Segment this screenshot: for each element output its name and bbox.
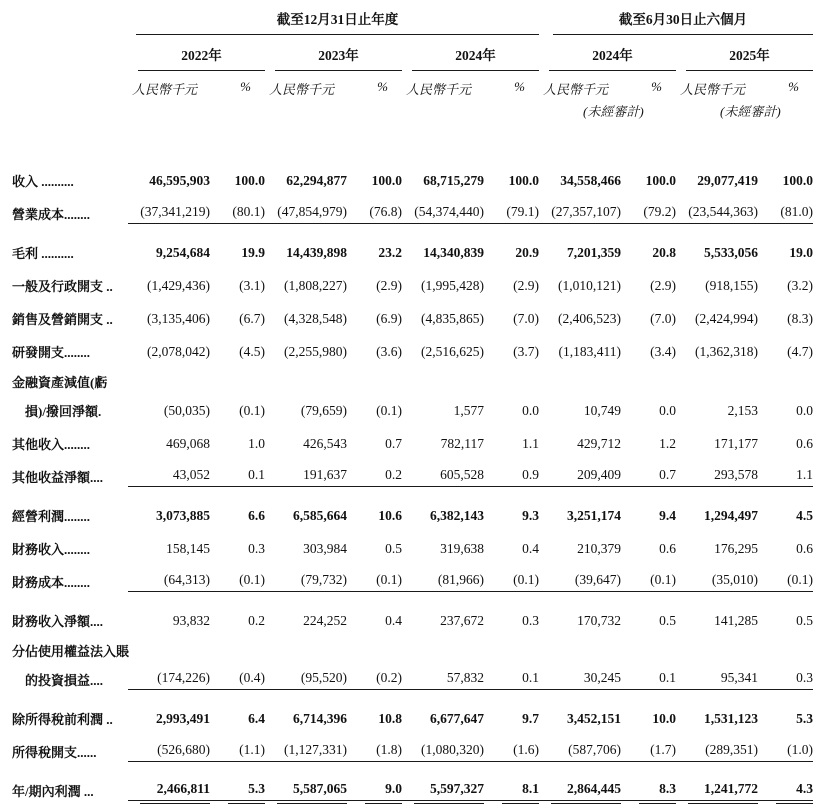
cell-percent: (0.1)	[347, 572, 402, 592]
header-group-interim	[539, 8, 813, 35]
cell-value: 210,379	[577, 540, 621, 556]
cell-value: 93,832	[172, 612, 210, 628]
header-year-2024-interim: 2024年	[539, 44, 676, 71]
cell-value: (35,010)	[676, 572, 758, 592]
row-label: 其他收入........	[12, 437, 91, 452]
table-row	[12, 335, 813, 368]
cell-percent: 0.6	[796, 540, 813, 556]
row-label: 其他收益淨額....	[12, 470, 104, 485]
cell-percent: 0.9	[484, 467, 539, 487]
cell-percent: 9.7	[522, 710, 539, 726]
row-label: 一般及行政開支 ..	[12, 279, 113, 294]
cell-percent: (3.1)	[239, 277, 265, 293]
cell-percent: 0.4	[385, 612, 402, 628]
cell-value: 319,638	[440, 540, 484, 556]
table-row	[12, 427, 813, 460]
cell-value: (37,341,219)	[128, 204, 210, 224]
cell-percent: (2.9)	[376, 277, 402, 293]
cell-value: 34,558,466	[560, 172, 621, 188]
table-row	[12, 604, 813, 637]
cell-value: (2,406,523)	[558, 310, 621, 326]
cell-value: (289,351)	[676, 742, 758, 762]
cell-value: (39,647)	[539, 572, 621, 592]
percent-label: %	[377, 79, 388, 94]
cell-value: 2,153	[727, 402, 758, 418]
cell-value: 62,294,877	[286, 172, 347, 188]
cell-percent: 10.6	[378, 507, 402, 523]
cell-value: 7,201,359	[567, 244, 621, 260]
cell-value: 605,528	[402, 467, 484, 487]
cell-value: 141,285	[714, 612, 758, 628]
cell-percent: 10.8	[378, 710, 402, 726]
cell-value: (27,357,107)	[539, 204, 621, 224]
cell-percent: 1.0	[248, 435, 265, 451]
table-header-years	[12, 44, 813, 71]
cell-percent: 0.1	[621, 670, 676, 690]
cell-value: 293,578	[676, 467, 758, 487]
cell-percent: (1.8)	[347, 742, 402, 762]
cell-value: 191,637	[265, 467, 347, 487]
header-spacer	[12, 101, 128, 120]
table-row	[12, 499, 813, 532]
cell-value: (1,808,227)	[284, 277, 347, 293]
cell-percent: (0.1)	[484, 572, 539, 592]
cell-value: 3,251,174	[567, 507, 621, 523]
cell-value: (526,680)	[128, 742, 210, 762]
header-group-annual	[128, 8, 539, 35]
cell-percent: 0.6	[659, 540, 676, 556]
cell-value: 6,714,396	[293, 710, 347, 726]
row-label: 金融資產減值(虧	[12, 374, 108, 390]
cell-percent: 0.1	[484, 670, 539, 690]
header-spacer	[12, 79, 128, 98]
cell-percent: 0.2	[347, 467, 402, 487]
cell-percent: (7.0)	[650, 310, 676, 326]
cell-value: 171,177	[714, 435, 758, 451]
cell-value: (2,424,994)	[695, 310, 758, 326]
cell-percent: 20.9	[515, 244, 539, 260]
cell-percent: (3.7)	[513, 343, 539, 359]
unit-label: 人民幣千元	[132, 82, 198, 97]
cell-value: 1,294,497	[704, 507, 758, 523]
cell-percent: (80.1)	[210, 204, 265, 224]
cell-percent: (2.9)	[650, 277, 676, 293]
percent-label: %	[240, 79, 251, 94]
table-row	[12, 394, 813, 427]
cell-value: 5,587,065	[265, 781, 347, 801]
cell-value: 3,073,885	[156, 507, 210, 523]
cell-value: 14,439,898	[286, 244, 347, 260]
unaudited-spacer	[402, 101, 539, 120]
row-label: 分佔使用權益法入賬	[12, 643, 130, 659]
cell-value: 469,068	[166, 435, 210, 451]
table-row	[12, 702, 813, 735]
cell-percent: 6.6	[248, 507, 265, 523]
row-label: 經營利潤........	[12, 509, 91, 524]
header-spacer	[12, 44, 128, 71]
cell-value: 782,117	[440, 435, 484, 451]
cell-value: (4,328,548)	[284, 310, 347, 326]
cell-percent: (6.9)	[376, 310, 402, 326]
cell-value: (23,544,363)	[676, 204, 758, 224]
cell-percent: 0.7	[385, 435, 402, 451]
cell-percent: 10.0	[652, 710, 676, 726]
cell-percent: 0.3	[248, 540, 265, 556]
cell-value: (2,255,980)	[284, 343, 347, 359]
row-label: 研發開支........	[12, 345, 91, 360]
cell-value: 29,077,419	[697, 172, 758, 188]
cell-value: 2,864,445	[539, 781, 621, 801]
unaudited-spacer	[128, 101, 265, 120]
cell-value: 57,832	[402, 670, 484, 690]
header-spacer	[12, 8, 128, 35]
cell-value: 429,712	[577, 435, 621, 451]
cell-percent: (1.0)	[758, 742, 813, 762]
cell-percent: (0.1)	[239, 402, 265, 418]
cell-value: (64,313)	[128, 572, 210, 592]
cell-value: 1,531,123	[704, 710, 758, 726]
cell-value: 209,409	[539, 467, 621, 487]
cell-value: 68,715,279	[423, 172, 484, 188]
unit-label: 人民幣千元	[680, 82, 746, 97]
cell-value: 3,452,151	[567, 710, 621, 726]
cell-percent: 0.1	[210, 467, 265, 487]
cell-percent: 0.6	[796, 435, 813, 451]
cell-percent: 0.7	[621, 467, 676, 487]
cell-percent: (3.2)	[787, 277, 813, 293]
cell-value: (3,135,406)	[147, 310, 210, 326]
header-year-2024: 2024年	[402, 44, 539, 71]
cell-value: 10,749	[583, 402, 621, 418]
cell-percent: 20.8	[652, 244, 676, 260]
cell-percent: (79.1)	[484, 204, 539, 224]
cell-percent: 1.2	[659, 435, 676, 451]
cell-value: 237,672	[440, 612, 484, 628]
cell-percent: (2.9)	[513, 277, 539, 293]
cell-value: (587,706)	[539, 742, 621, 762]
cell-value: (1,183,411)	[558, 343, 621, 359]
cell-percent: (8.3)	[787, 310, 813, 326]
cell-percent: (81.0)	[758, 204, 813, 224]
cell-percent: 100.0	[508, 172, 539, 188]
header-year-2025-interim: 2025年	[676, 44, 813, 71]
row-label: 損)/撥回淨額.	[25, 404, 102, 419]
cell-percent: 0.4	[522, 540, 539, 556]
table-row	[12, 774, 813, 807]
cell-percent: 6.4	[248, 710, 265, 726]
cell-percent: (7.0)	[513, 310, 539, 326]
cell-percent: (3.4)	[650, 343, 676, 359]
cell-percent: (0.1)	[621, 572, 676, 592]
cell-percent: (0.1)	[758, 572, 813, 592]
cell-percent: (4.7)	[787, 343, 813, 359]
table-row	[12, 302, 813, 335]
cell-value: (1,127,331)	[265, 742, 347, 762]
cell-value: (79,732)	[265, 572, 347, 592]
cell-percent: 100.0	[371, 172, 402, 188]
table-row	[12, 663, 813, 696]
cell-percent: 0.0	[796, 402, 813, 418]
percent-label: %	[514, 79, 525, 94]
cell-percent: 8.3	[621, 781, 676, 801]
cell-percent: (0.1)	[376, 402, 402, 418]
row-label: 除所得稅前利潤 ..	[12, 712, 113, 727]
cell-percent: 19.9	[241, 244, 265, 260]
unaudited-note: (未經審計)	[583, 104, 644, 119]
row-label: 財務收入淨額....	[12, 614, 104, 629]
cell-value: (47,854,979)	[265, 204, 347, 224]
cell-value: 9,254,684	[156, 244, 210, 260]
cell-percent: (0.4)	[210, 670, 265, 690]
cell-percent: 5.3	[210, 781, 265, 801]
row-label: 所得稅開支......	[12, 745, 97, 760]
cell-value: (2,516,625)	[421, 343, 484, 359]
cell-value: (4,835,865)	[421, 310, 484, 326]
row-label: 的投資損益....	[25, 673, 104, 688]
cell-percent: (3.6)	[376, 343, 402, 359]
cell-value: (54,374,440)	[402, 204, 484, 224]
cell-value: 176,295	[714, 540, 758, 556]
header-group-interim-label: 截至6月30日止六個月	[553, 8, 813, 35]
cell-value: 5,533,056	[704, 244, 758, 260]
cell-percent: (0.1)	[210, 572, 265, 592]
cell-percent: 9.4	[659, 507, 676, 523]
cell-percent: 8.1	[484, 781, 539, 801]
cell-value: 426,543	[303, 435, 347, 451]
cell-percent: 0.5	[385, 540, 402, 556]
cell-value: (1,080,320)	[402, 742, 484, 762]
row-label: 財務成本........	[12, 575, 91, 590]
cell-value: (1,995,428)	[421, 277, 484, 293]
cell-percent: 5.3	[796, 710, 813, 726]
cell-percent: 0.3	[758, 670, 813, 690]
row-label: 年/期內利潤 ...	[12, 784, 94, 799]
cell-percent: 19.0	[789, 244, 813, 260]
header-year-2023: 2023年	[265, 44, 402, 71]
cell-percent: (6.7)	[239, 310, 265, 326]
table-body	[12, 164, 813, 807]
cell-percent: 100.0	[782, 172, 813, 188]
cell-value: 43,052	[128, 467, 210, 487]
cell-value: 14,340,839	[423, 244, 484, 260]
cell-percent: (1.7)	[621, 742, 676, 762]
cell-percent: (1.1)	[210, 742, 265, 762]
cell-percent: 1.1	[522, 435, 539, 451]
cell-percent: 0.3	[522, 612, 539, 628]
cell-value: (2,078,042)	[147, 343, 210, 359]
cell-percent: (0.2)	[347, 670, 402, 690]
cell-value: (1,429,436)	[147, 277, 210, 293]
cell-percent: 100.0	[645, 172, 676, 188]
cell-percent: 0.0	[659, 402, 676, 418]
cell-percent: 9.0	[347, 781, 402, 801]
cell-percent: 23.2	[378, 244, 402, 260]
table-row	[12, 236, 813, 269]
cell-value: 224,252	[303, 612, 347, 628]
cell-value: 2,466,811	[128, 781, 210, 801]
row-label: 營業成本........	[12, 207, 91, 222]
table-row	[12, 460, 813, 493]
cell-percent: (1.6)	[484, 742, 539, 762]
cell-percent: 4.3	[758, 781, 813, 801]
row-label: 財務收入........	[12, 542, 91, 557]
cell-value: 303,984	[303, 540, 347, 556]
unit-label: 人民幣千元	[543, 82, 609, 97]
cell-value: 1,577	[453, 402, 484, 418]
table-header-groups	[12, 8, 813, 35]
table-row	[12, 197, 813, 230]
row-label: 毛利 ..........	[12, 246, 74, 261]
cell-value: (918,155)	[705, 277, 758, 293]
row-label: 銷售及營銷開支 ..	[12, 312, 113, 327]
table-row	[12, 269, 813, 302]
unit-label: 人民幣千元	[406, 82, 472, 97]
cell-percent: 4.5	[796, 507, 813, 523]
cell-value: (79,659)	[300, 402, 347, 418]
cell-percent: (76.8)	[347, 204, 402, 224]
cell-percent: 1.1	[758, 467, 813, 487]
table-row	[12, 637, 813, 663]
table-row	[12, 532, 813, 565]
table-header-units	[12, 79, 813, 98]
cell-value: 95,341	[676, 670, 758, 690]
cell-value: 6,677,647	[430, 710, 484, 726]
cell-value: 170,732	[577, 612, 621, 628]
cell-value: 30,245	[539, 670, 621, 690]
table-row	[12, 565, 813, 598]
header-group-annual-label: 截至12月31日止年度	[136, 8, 539, 35]
table-header-unaudited	[12, 101, 813, 120]
cell-value: 5,597,327	[402, 781, 484, 801]
header-year-2022: 2022年	[128, 44, 265, 71]
cell-percent: 9.3	[522, 507, 539, 523]
unaudited-spacer	[265, 101, 402, 120]
table-row	[12, 735, 813, 768]
cell-value: (95,520)	[265, 670, 347, 690]
cell-value: (50,035)	[163, 402, 210, 418]
table-row	[12, 164, 813, 197]
cell-percent: 0.5	[796, 612, 813, 628]
cell-value: 46,595,903	[149, 172, 210, 188]
unaudited-note: (未經審計)	[720, 104, 781, 119]
cell-percent: (79.2)	[621, 204, 676, 224]
cell-percent: 0.2	[248, 612, 265, 628]
row-label: 收入 ..........	[12, 174, 74, 189]
cell-value: (1,362,318)	[695, 343, 758, 359]
cell-value: 158,145	[166, 540, 210, 556]
cell-percent: (4.5)	[239, 343, 265, 359]
unit-label: 人民幣千元	[269, 82, 335, 97]
cell-value: 6,382,143	[430, 507, 484, 523]
percent-label: %	[651, 79, 662, 94]
cell-value: 1,241,772	[676, 781, 758, 801]
table-row	[12, 368, 813, 394]
cell-value: (81,966)	[402, 572, 484, 592]
cell-percent: 100.0	[234, 172, 265, 188]
cell-value: 6,585,664	[293, 507, 347, 523]
cell-percent: 0.5	[659, 612, 676, 628]
cell-percent: 0.0	[522, 402, 539, 418]
cell-value: (1,010,121)	[558, 277, 621, 293]
cell-value: (174,226)	[128, 670, 210, 690]
percent-label: %	[788, 79, 799, 94]
cell-value: 2,993,491	[156, 710, 210, 726]
